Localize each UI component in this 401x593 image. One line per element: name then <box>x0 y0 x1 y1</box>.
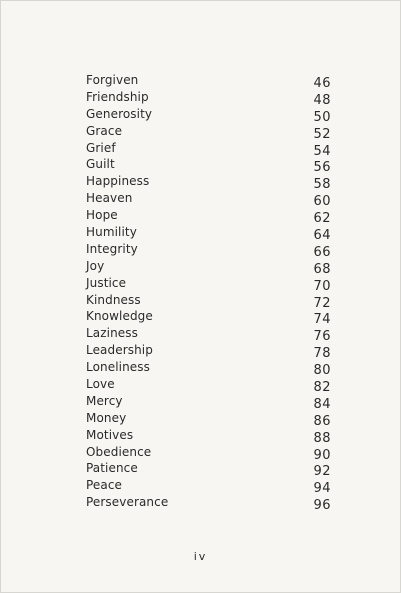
toc-entry <box>86 106 331 123</box>
toc-topic: Justice <box>86 275 127 290</box>
toc-topic: Love <box>86 377 115 392</box>
toc-entry <box>86 224 331 241</box>
toc-page-number: 66 <box>313 244 331 260</box>
toc-topic: Grief <box>86 140 116 155</box>
toc-entry <box>86 258 331 275</box>
toc-page-number: 82 <box>313 380 331 396</box>
toc-topic: Patience <box>86 461 138 476</box>
toc-entry <box>86 241 331 258</box>
toc-page-number: 72 <box>313 295 331 311</box>
toc-page-number: 76 <box>313 329 331 345</box>
toc-topic: Leadership <box>86 343 153 358</box>
toc-entry <box>86 325 331 345</box>
toc-entry <box>86 376 331 396</box>
toc-topic: Mercy <box>86 393 123 408</box>
toc-page-number: 86 <box>313 413 331 429</box>
toc-entry <box>86 342 331 362</box>
toc-page-number: 80 <box>313 363 331 379</box>
toc-page-number: 48 <box>313 92 331 108</box>
toc-topic: Laziness <box>86 326 138 341</box>
toc-page-number: 58 <box>313 177 331 193</box>
toc-entry <box>86 292 331 309</box>
table-of-contents <box>86 72 331 514</box>
toc-topic: Guilt <box>86 157 115 172</box>
toc-topic: Generosity <box>86 106 153 121</box>
toc-entry <box>86 410 331 427</box>
toc-topic: Kindness <box>86 292 141 307</box>
toc-topic: Friendship <box>86 89 149 104</box>
toc-entry <box>86 308 331 328</box>
toc-topic: Humility <box>86 225 137 239</box>
toc-topic: Peace <box>86 478 123 493</box>
toc-entry <box>86 89 331 106</box>
toc-topic: Hope <box>86 208 118 223</box>
toc-entry <box>86 275 331 292</box>
toc-entry <box>86 427 331 444</box>
toc-entry <box>86 393 331 410</box>
toc-page-number: 90 <box>313 447 331 463</box>
toc-topic: Forgiven <box>86 72 139 87</box>
toc-page-number: 88 <box>313 430 331 446</box>
toc-page-number: 74 <box>313 312 331 328</box>
toc-entry <box>86 173 331 193</box>
toc-topic: Obedience <box>86 444 152 459</box>
toc-topic: Joy <box>86 258 105 273</box>
toc-entry <box>86 444 331 461</box>
toc-entry <box>86 156 331 176</box>
toc-topic: Heaven <box>86 191 133 206</box>
toc-page-number: 94 <box>313 481 331 497</box>
toc-topic: Motives <box>86 427 134 442</box>
toc-page-number: 92 <box>313 464 331 480</box>
toc-page-number: 52 <box>313 126 331 142</box>
toc-page-number: 68 <box>313 261 331 277</box>
toc-entry <box>86 477 331 497</box>
toc-page-number: 54 <box>313 143 331 159</box>
toc-page-number: 70 <box>313 278 331 294</box>
toc-topic: Money <box>86 410 127 425</box>
toc-topic: Perseverance <box>86 495 169 510</box>
page-folio: iv <box>193 550 208 563</box>
toc-entry <box>86 359 331 379</box>
toc-entry <box>86 494 331 514</box>
toc-entry <box>86 207 331 227</box>
toc-page-number: 56 <box>313 160 331 176</box>
toc-page-number: 50 <box>313 109 331 125</box>
toc-page-number: 78 <box>313 346 331 362</box>
toc-entry <box>86 140 331 157</box>
toc-topic: Loneliness <box>86 360 150 375</box>
toc-entry <box>86 190 331 210</box>
toc-page-number: 46 <box>313 75 331 91</box>
toc-entry <box>86 460 331 480</box>
toc-topic: Happiness <box>86 174 150 189</box>
toc-topic: Knowledge <box>86 309 153 324</box>
toc-page-number: 96 <box>313 498 331 514</box>
toc-page-number: 64 <box>313 228 331 243</box>
toc-page-number: 84 <box>313 396 331 412</box>
toc-entry <box>86 123 331 140</box>
toc-entry <box>86 72 331 89</box>
toc-topic: Integrity <box>86 241 138 256</box>
toc-page-number: 62 <box>313 211 331 227</box>
toc-page-number: 60 <box>313 194 331 210</box>
toc-topic: Grace <box>86 123 123 138</box>
